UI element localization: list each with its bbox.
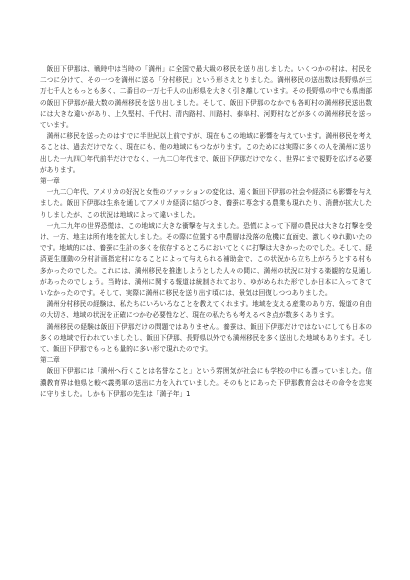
chapter-1-paragraph-1: 一九二〇年代、アメリカの好況と女性のファッションの変化は、遠く飯田下伊那の社会や経済にも影響を与えました。飯田下伊那は生糸を通してアメリカ経済に結びつき、養蚕に専念する農業も現れたり、消費が拡大したりしましたが、この状況は地域によって違いました。 <box>40 188 372 219</box>
chapter-1-paragraph-2: 一九二九年の世界恐慌は、この地域に大きな衝撃を与えました。恐慌によって下層の農民は大きな打撃を受け、一方、地主は所有地を拡大しました。その際に位置する中農層は没落の危機に直面史、激しくゆれ動いたのです。地域的には、養蚕に生計の多くを依存するところにおいてとくに打撃は大きかったのでした。そして、経済更生運動の分村計画指定村になることによって与えられる補助金で、この状況から立ち上がろうとする村も多かったのでした。これには、満州移民を推進しようとした人々の間に、満州の状況に対する楽観的な見通しがあったのでしょう。当時は、満州に関する報道は統制されており、ゆがめられた形でしか日本に入ってきていなかったのです。そして、実際に満州に移民を送り出す頃には、景気は回復しつつありました。 <box>40 221 372 298</box>
intro-paragraph-1: 飯田下伊那は、戦時中は当時の「満州」に全国で最大級の移民を送り出しました。いくつかの村は、村民を二つに分けて、その一つを満州に送る「分村移民」という形さえとりました。満州移民の送出数は長野県が三万七千人ともっとも多く、二番目の一万七千人の山形県を大きく引き離しています。その長野県の中でも県南部の飯田下伊那が最大数の満州移民を送り出しました。そして、飯田下伊那のなかでも各町村の満州移民送出数には大きな違いがあり、上久堅村、千代村、清内路村、川路村、泰阜村、河野村などが多くの満州移民を送っています。 <box>40 65 372 130</box>
chapter-2-paragraph-1: 飯田下伊那には「満州へ行くことは名誉なこと」という雰囲気が社会にも学校の中にも漂っていました。信濃教育界は他県と較べ義勇軍の送出に力を入れていました。そのもとにあった下伊那教育会はその命令を忠実に守りました。しかも下伊那の先生は「満子年」1 <box>40 367 372 398</box>
chapter-1-heading: 第一章 <box>40 177 60 186</box>
intro-paragraph-2: 満州に移民を送ったのはすでに半世紀以上前ですが、現在もこの地域に影響を与えています。満州移民を考えることは、過去だけでなく、現在にも、他の地域にもつながります。このためには実際に多くの人を満州に送り出した一九四〇年代前半だけでなく、一九二〇年代まで、飯田下伊那だけでなく、世界にまで視野を広げる必要があります。 <box>40 132 372 174</box>
chapter-2-heading: 第二章 <box>40 356 60 365</box>
chapter-1-paragraph-4: 満州移民の経験は飯田下伊那だけの問題ではありません。養蚕は、飯田下伊那だけではないにしても日本の多くの地域で行われていましたし、飯田下伊那、長野県以外でも満州移民を多く送出した地域もあります。そして、飯田下伊那でもっとも量的に多い形で現れたのです。 <box>40 322 372 354</box>
chapter-1-paragraph-3: 満州分村移民の経験は、私たちにいろいろなことを教えてくれます。地域を支える産業のあり方、報道の自由の大切さ、地域の状況を正確につかむ必要性など、現在の私たちも考えるべき点が数多くあります。 <box>40 300 372 320</box>
